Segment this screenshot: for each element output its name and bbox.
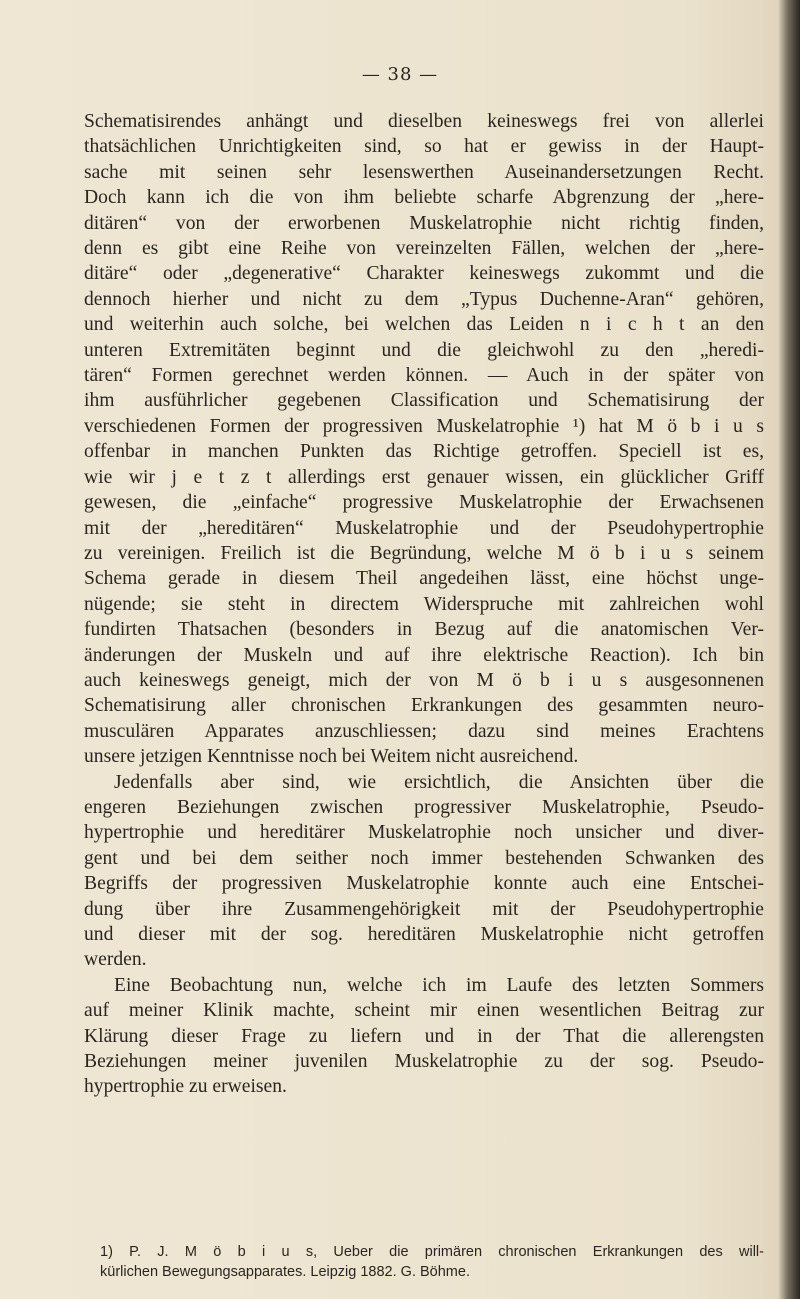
text-line: Schematisirung aller chronischen Erkrankungen des gesammten neuro- xyxy=(84,695,764,717)
text-line: und dieser mit der sog. hereditären Muskelatrophie nicht getroffen xyxy=(84,924,764,945)
text-line: verschiedenen Formen der progressiven Muskelatrophie ¹) hat M ö b i u s xyxy=(84,415,764,437)
text-line: nügende; sie steht in directem Widerspruche mit zahlreichen wohl xyxy=(84,593,764,615)
text-line: dennoch hierher und nicht zu dem „Typus Duchenne-Aran“ gehören, xyxy=(84,288,764,310)
text-line: und weiterhin auch solche, bei welchen das Leiden n i c h t an den xyxy=(84,314,764,336)
text-line: änderungen der Muskeln und auf ihre elektrische Reaction). Ich bin xyxy=(84,644,764,666)
text-line: offenbar in manchen Punkten das Richtige getroffen. Speciell ist es, xyxy=(84,441,764,463)
text-line: ditäre“ oder „degenerative“ Charakter keineswegs zukommt und die xyxy=(84,263,764,285)
footnote xyxy=(100,1242,764,1282)
text-line: mit der „hereditären“ Muskelatrophie und der Pseudohypertrophie xyxy=(84,517,764,539)
text-line: ditären“ von der erworbenen Muskelatrophie nicht richtig finden, xyxy=(84,212,764,234)
text-line: fundirten Thatsachen (besonders in Bezug auf die anatomischen Ver- xyxy=(84,619,764,641)
text-line: zu vereinigen. Freilich ist die Begründung, welche M ö b i u s seinem xyxy=(84,542,764,564)
page-number: — 38 — xyxy=(361,64,439,85)
text-line: gewesen, die „einfache“ progressive Muskelatrophie der Erwachsenen xyxy=(84,492,764,514)
page-edge-shadow xyxy=(778,0,800,1299)
text-line: thatsächlichen Unrichtigkeiten sind, so hat er gewiss in der Haupt- xyxy=(84,136,764,158)
text-line: Beziehungen meiner juvenilen Muskelatrophie zu der sog. Pseudo- xyxy=(84,1051,764,1073)
body-text xyxy=(84,109,764,1100)
text-line: denn es gibt eine Reihe von vereinzelten Fällen, welchen der „here- xyxy=(84,238,764,260)
text-line: ihm ausführlicher gegebenen Classification und Schematisirung der xyxy=(84,390,764,412)
text-line: Begriffs der progressiven Muskelatrophie konnte auch eine Entschei- xyxy=(84,873,764,895)
text-line: unteren Extremitäten beginnt und die gleichwohl zu den „heredi- xyxy=(84,339,764,361)
text-line: musculären Apparates anzuschliessen; dazu sind meines Erachtens xyxy=(84,720,764,742)
footnote-line: 1) P. J. M ö b i u s, Ueber die primären chronischen Erkrankungen des will- xyxy=(100,1244,764,1260)
text-line: hypertrophie zu erweisen. xyxy=(84,1076,287,1098)
text-line: sache mit seinen sehr lesenswerthen Auseinandersetzungen Recht. xyxy=(84,161,764,183)
text-line: werden. xyxy=(84,949,147,971)
text-line: gent und bei dem seither noch immer bestehenden Schwanken des xyxy=(84,847,764,869)
text-line: dung über ihre Zusammengehörigkeit mit der Pseudohypertrophie xyxy=(84,898,764,920)
text-line: Eine Beobachtung nun, welche ich im Laufe des letzten Sommers xyxy=(114,974,764,996)
text-line: engeren Beziehungen zwischen progressiver Muskelatrophie, Pseudo- xyxy=(84,796,764,818)
text-line: auf meiner Klinik machte, scheint mir einen wesentlichen Beitrag zur xyxy=(84,1000,764,1022)
text-line: auch keineswegs geneigt, mich der von M ö b i u s ausgesonnenen xyxy=(84,669,764,691)
footnote-line: kürlichen Bewegungsapparates. Leipzig 1882. G. Böhme. xyxy=(100,1264,470,1280)
text-line: Jedenfalls aber sind, wie ersichtlich, die Ansichten über die xyxy=(114,771,764,793)
text-line: Klärung dieser Frage zu liefern und in der That die allerengsten xyxy=(84,1025,764,1047)
text-line: Schematisirendes anhängt und dieselben keineswegs frei von allerlei xyxy=(84,111,764,132)
text-line: unsere jetzigen Kenntnisse noch bei Weitem nicht ausreichend. xyxy=(84,746,579,768)
text-line: Doch kann ich die von ihm beliebte scharfe Abgrenzung der „here- xyxy=(84,187,764,209)
text-line: Schema gerade in diesem Theil angedeihen lässt, eine höchst unge- xyxy=(84,568,764,590)
text-line: wie wir j e t z t allerdings erst genauer wissen, ein glücklicher Griff xyxy=(84,466,764,488)
text-line: tären“ Formen gerechnet werden können. — Auch in der später von xyxy=(84,365,764,387)
text-line: hypertrophie und hereditärer Muskelatrophie noch unsicher und diver- xyxy=(84,822,764,844)
